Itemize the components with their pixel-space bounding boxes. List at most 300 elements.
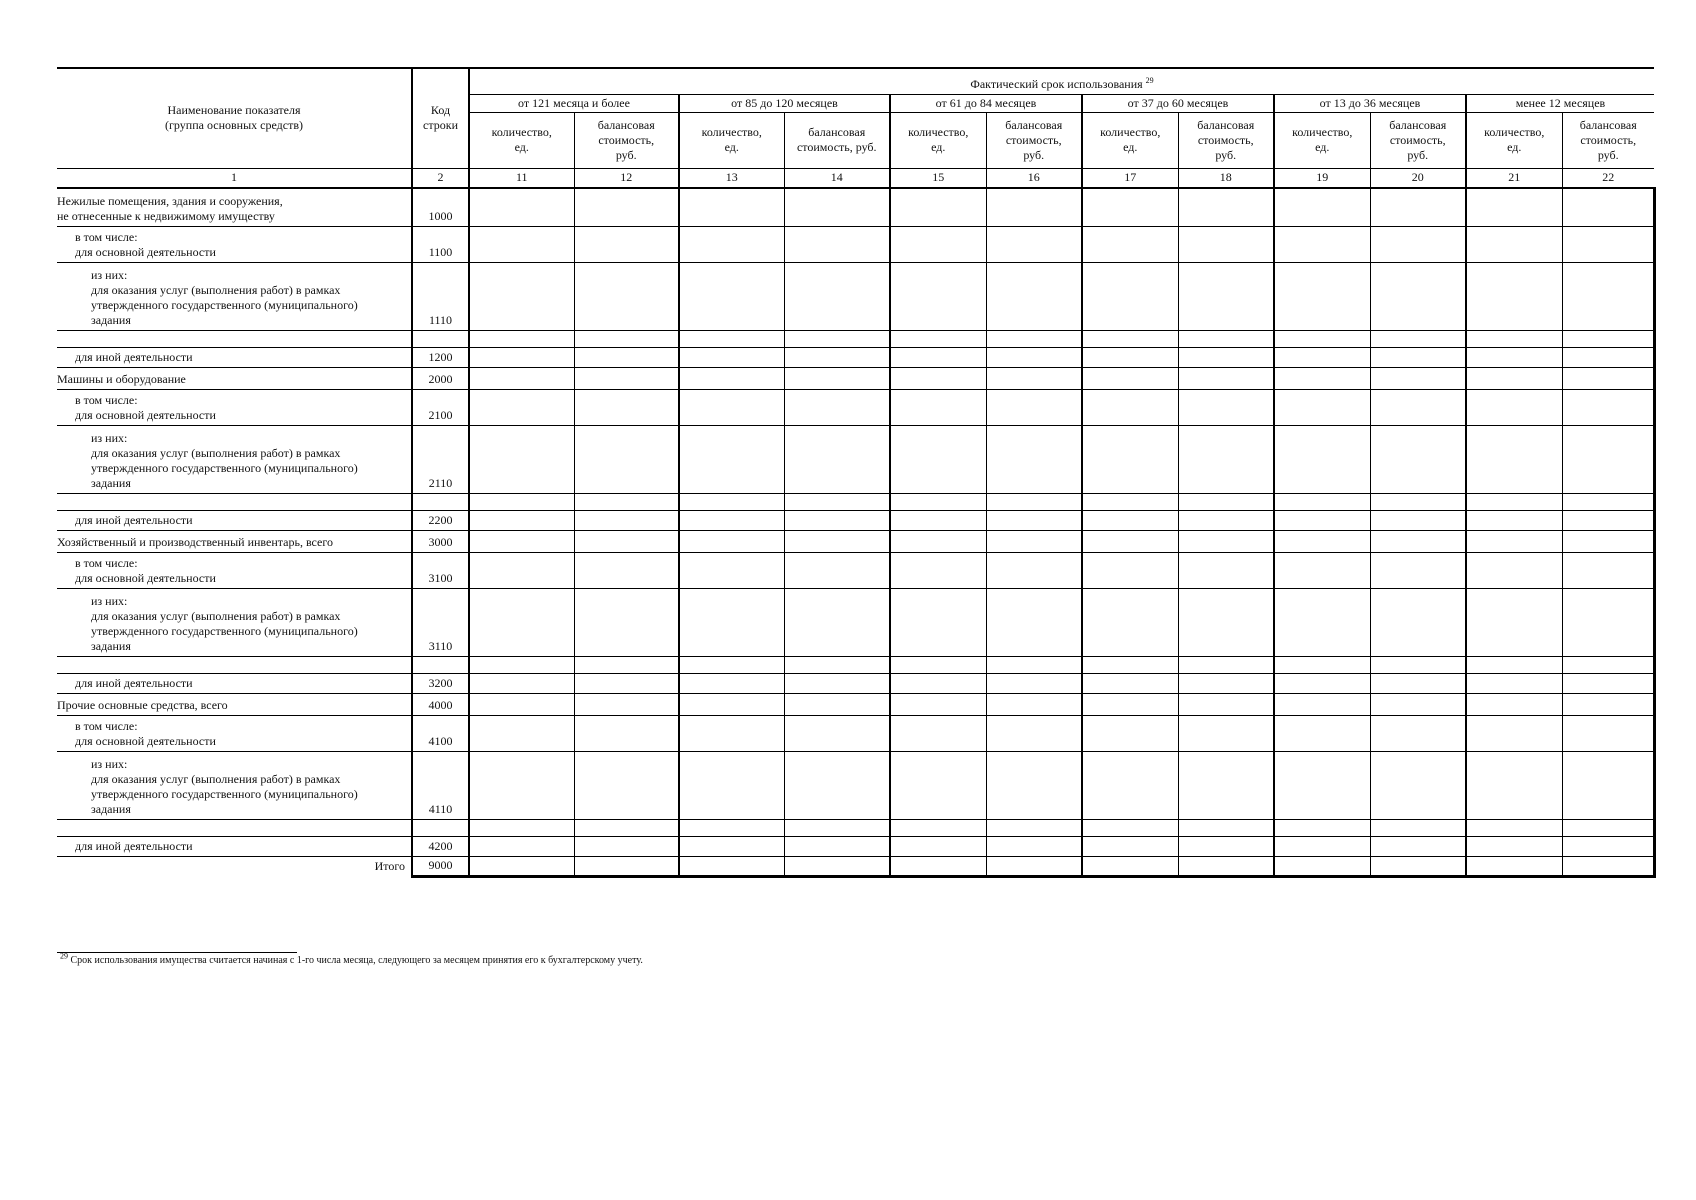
table-row (57, 389, 1654, 425)
quantity-cell[interactable] (469, 262, 574, 330)
balance-value-cell[interactable] (986, 819, 1082, 836)
quantity-cell[interactable] (1274, 389, 1370, 425)
balance-value-cell[interactable] (784, 493, 890, 510)
column-number: 19 (1274, 168, 1370, 188)
table-row (57, 673, 1654, 693)
balance-value-cell[interactable] (1562, 530, 1654, 552)
quantity-cell[interactable] (679, 751, 784, 819)
quantity-cell[interactable] (679, 656, 784, 673)
quantity-cell[interactable] (679, 836, 784, 856)
quantity-cell[interactable] (469, 347, 574, 367)
balance-value-cell[interactable] (1370, 715, 1466, 751)
balance-value-cell[interactable] (784, 836, 890, 856)
quantity-cell[interactable] (1466, 552, 1562, 588)
balance-value-cell[interactable] (1370, 389, 1466, 425)
balance-value-cell[interactable] (1370, 330, 1466, 347)
quantity-cell[interactable] (1274, 510, 1370, 530)
balance-value-cell[interactable] (986, 856, 1082, 876)
balance-value-subheader: балансовая стоимость, руб. (784, 112, 890, 168)
quantity-cell[interactable] (890, 389, 986, 425)
balance-value-cell[interactable] (986, 715, 1082, 751)
balance-value-cell[interactable] (574, 751, 679, 819)
quantity-cell[interactable] (469, 715, 574, 751)
row-code: 2200 (412, 510, 469, 530)
row-code: 2110 (412, 425, 469, 493)
balance-value-subheader: балансовая стоимость, руб. (986, 112, 1082, 168)
balance-value-cell[interactable] (1562, 588, 1654, 656)
balance-value-cell[interactable] (1178, 856, 1274, 876)
quantity-cell[interactable] (890, 836, 986, 856)
balance-value-cell[interactable] (1370, 552, 1466, 588)
table-row (57, 552, 1654, 588)
quantity-cell[interactable] (679, 347, 784, 367)
quantity-cell[interactable] (1466, 330, 1562, 347)
balance-value-cell[interactable] (1370, 856, 1466, 876)
balance-value-cell[interactable] (1562, 510, 1654, 530)
period-group-header: от 121 месяца и более (469, 94, 679, 112)
table-row (57, 819, 1654, 836)
quantity-cell[interactable] (1082, 693, 1178, 715)
quantity-cell[interactable] (679, 425, 784, 493)
balance-value-cell[interactable] (784, 330, 890, 347)
row-code: 2100 (412, 389, 469, 425)
quantity-cell[interactable] (1082, 856, 1178, 876)
balance-value-cell[interactable] (1178, 367, 1274, 389)
balance-value-cell[interactable] (574, 819, 679, 836)
quantity-subheader: количество, ед. (1082, 112, 1178, 168)
quantity-cell[interactable] (890, 693, 986, 715)
quantity-cell[interactable] (890, 262, 986, 330)
table-row (57, 836, 1654, 856)
balance-value-cell[interactable] (1370, 425, 1466, 493)
balance-value-cell[interactable] (1370, 836, 1466, 856)
total-label: Итого (57, 856, 412, 876)
quantity-cell[interactable] (469, 656, 574, 673)
quantity-cell[interactable] (1274, 715, 1370, 751)
balance-value-cell[interactable] (574, 673, 679, 693)
balance-value-cell[interactable] (1178, 751, 1274, 819)
quantity-cell[interactable] (469, 367, 574, 389)
column-number: 12 (574, 168, 679, 188)
quantity-cell[interactable] (1466, 673, 1562, 693)
balance-value-cell[interactable] (784, 367, 890, 389)
balance-value-cell[interactable] (1562, 552, 1654, 588)
quantity-cell[interactable] (469, 856, 574, 876)
quantity-cell[interactable] (469, 493, 574, 510)
balance-value-cell[interactable] (986, 262, 1082, 330)
quantity-cell[interactable] (679, 262, 784, 330)
quantity-cell[interactable] (1466, 262, 1562, 330)
balance-value-cell[interactable] (1178, 715, 1274, 751)
balance-value-cell[interactable] (1178, 389, 1274, 425)
quantity-cell[interactable] (1082, 588, 1178, 656)
balance-value-cell[interactable] (784, 188, 890, 226)
balance-value-cell[interactable] (784, 347, 890, 367)
balance-value-cell[interactable] (784, 656, 890, 673)
quantity-cell[interactable] (679, 188, 784, 226)
quantity-cell[interactable] (1082, 425, 1178, 493)
quantity-cell[interactable] (890, 330, 986, 347)
balance-value-cell[interactable] (986, 330, 1082, 347)
quantity-cell[interactable] (1082, 347, 1178, 367)
quantity-cell[interactable] (1274, 693, 1370, 715)
quantity-cell[interactable] (679, 673, 784, 693)
balance-value-cell[interactable] (574, 588, 679, 656)
balance-value-cell[interactable] (574, 693, 679, 715)
quantity-cell[interactable] (890, 673, 986, 693)
balance-value-cell[interactable] (784, 751, 890, 819)
quantity-cell[interactable] (1082, 188, 1178, 226)
quantity-cell[interactable] (469, 226, 574, 262)
quantity-cell[interactable] (469, 425, 574, 493)
quantity-cell[interactable] (1466, 530, 1562, 552)
balance-value-cell[interactable] (1562, 188, 1654, 226)
table-row (57, 693, 1654, 715)
footnote (60, 951, 643, 966)
balance-value-cell[interactable] (1562, 673, 1654, 693)
quantity-cell[interactable] (890, 510, 986, 530)
balance-value-cell[interactable] (986, 188, 1082, 226)
balance-value-cell[interactable] (1562, 262, 1654, 330)
balance-value-cell[interactable] (1178, 693, 1274, 715)
balance-value-cell[interactable] (1178, 673, 1274, 693)
quantity-cell[interactable] (1082, 493, 1178, 510)
column-number: 22 (1562, 168, 1654, 188)
quantity-cell[interactable] (1466, 751, 1562, 819)
quantity-cell[interactable] (1466, 656, 1562, 673)
balance-value-cell[interactable] (986, 367, 1082, 389)
period-group-header: менее 12 месяцев (1466, 94, 1654, 112)
quantity-cell[interactable] (679, 552, 784, 588)
balance-value-cell[interactable] (784, 262, 890, 330)
row-code: 4110 (412, 751, 469, 819)
quantity-cell[interactable] (1466, 856, 1562, 876)
balance-value-cell[interactable] (1370, 673, 1466, 693)
quantity-cell[interactable] (679, 588, 784, 656)
balance-value-cell[interactable] (1178, 347, 1274, 367)
quantity-cell[interactable] (1466, 347, 1562, 367)
column-number: 21 (1466, 168, 1562, 188)
column-number: 15 (890, 168, 986, 188)
indicator-name (57, 819, 412, 836)
balance-value-cell[interactable] (1370, 188, 1466, 226)
row-code: 1000 (412, 188, 469, 226)
balance-value-cell[interactable] (574, 262, 679, 330)
quantity-cell[interactable] (1274, 751, 1370, 819)
column-numbers-row (57, 168, 1654, 188)
balance-value-cell[interactable] (1370, 588, 1466, 656)
quantity-cell[interactable] (1466, 715, 1562, 751)
balance-value-cell[interactable] (1370, 656, 1466, 673)
balance-value-cell[interactable] (784, 693, 890, 715)
balance-value-cell[interactable] (784, 552, 890, 588)
balance-value-cell[interactable] (784, 673, 890, 693)
balance-value-cell[interactable] (986, 226, 1082, 262)
quantity-cell[interactable] (890, 347, 986, 367)
balance-value-cell[interactable] (574, 856, 679, 876)
quantity-cell[interactable] (1082, 836, 1178, 856)
balance-value-cell[interactable] (784, 530, 890, 552)
balance-value-cell[interactable] (1562, 425, 1654, 493)
balance-value-cell[interactable] (1178, 425, 1274, 493)
quantity-cell[interactable] (1274, 856, 1370, 876)
quantity-cell[interactable] (469, 751, 574, 819)
balance-value-cell[interactable] (1562, 751, 1654, 819)
quantity-cell[interactable] (1082, 389, 1178, 425)
quantity-cell[interactable] (1274, 226, 1370, 262)
balance-value-cell[interactable] (1178, 819, 1274, 836)
quantity-cell[interactable] (1274, 588, 1370, 656)
balance-value-cell[interactable] (1562, 819, 1654, 836)
quantity-cell[interactable] (469, 330, 574, 347)
quantity-cell[interactable] (890, 425, 986, 493)
period-group-header: от 85 до 120 месяцев (679, 94, 890, 112)
balance-value-cell[interactable] (1178, 836, 1274, 856)
quantity-cell[interactable] (1082, 751, 1178, 819)
quantity-cell[interactable] (1082, 367, 1178, 389)
balance-value-cell[interactable] (1562, 367, 1654, 389)
indicator-name: из них: для оказания услуг (выполнения работ) в рамках утвержденного государственного (муниципального) задания (57, 751, 412, 819)
quantity-cell[interactable] (679, 493, 784, 510)
quantity-cell[interactable] (679, 693, 784, 715)
quantity-cell[interactable] (1274, 836, 1370, 856)
quantity-cell[interactable] (679, 856, 784, 876)
balance-value-cell[interactable] (1178, 493, 1274, 510)
quantity-cell[interactable] (1274, 330, 1370, 347)
quantity-cell[interactable] (469, 819, 574, 836)
balance-value-cell[interactable] (1370, 510, 1466, 530)
balance-value-cell[interactable] (1562, 856, 1654, 876)
balance-value-cell[interactable] (574, 347, 679, 367)
balance-value-cell[interactable] (986, 588, 1082, 656)
quantity-cell[interactable] (679, 226, 784, 262)
balance-value-cell[interactable] (574, 510, 679, 530)
quantity-cell[interactable] (679, 389, 784, 425)
table-row (57, 188, 1654, 226)
quantity-cell[interactable] (1466, 693, 1562, 715)
quantity-cell[interactable] (1082, 530, 1178, 552)
quantity-cell[interactable] (890, 656, 986, 673)
table-row (57, 262, 1654, 330)
balance-value-cell[interactable] (1562, 226, 1654, 262)
balance-value-cell[interactable] (1562, 693, 1654, 715)
quantity-cell[interactable] (1082, 552, 1178, 588)
quantity-cell[interactable] (1466, 836, 1562, 856)
balance-value-cell[interactable] (574, 389, 679, 425)
balance-value-cell[interactable] (986, 347, 1082, 367)
balance-value-cell[interactable] (1370, 262, 1466, 330)
footnote-ref: 29 (1145, 75, 1154, 85)
balance-value-cell[interactable] (1370, 347, 1466, 367)
quantity-subheader: количество, ед. (1466, 112, 1562, 168)
balance-value-subheader: балансовая стоимость, руб. (1370, 112, 1466, 168)
quantity-cell[interactable] (679, 530, 784, 552)
balance-value-cell[interactable] (574, 552, 679, 588)
balance-value-cell[interactable] (784, 389, 890, 425)
balance-value-cell[interactable] (1562, 347, 1654, 367)
balance-value-cell[interactable] (986, 510, 1082, 530)
row-code: 4000 (412, 693, 469, 715)
quantity-cell[interactable] (1082, 819, 1178, 836)
indicator-name: Машины и оборудование (57, 367, 412, 389)
quantity-cell[interactable] (890, 751, 986, 819)
balance-value-cell[interactable] (986, 425, 1082, 493)
balance-value-cell[interactable] (1370, 493, 1466, 510)
quantity-cell[interactable] (1274, 552, 1370, 588)
quantity-cell[interactable] (1274, 493, 1370, 510)
balance-value-cell[interactable] (574, 715, 679, 751)
balance-value-cell[interactable] (574, 836, 679, 856)
quantity-cell[interactable] (679, 330, 784, 347)
row-code: 2000 (412, 367, 469, 389)
balance-value-cell[interactable] (1178, 188, 1274, 226)
balance-value-cell[interactable] (1178, 330, 1274, 347)
balance-value-cell[interactable] (784, 425, 890, 493)
quantity-cell[interactable] (1274, 656, 1370, 673)
balance-value-cell[interactable] (986, 389, 1082, 425)
balance-value-cell[interactable] (574, 493, 679, 510)
column-number: 20 (1370, 168, 1466, 188)
quantity-cell[interactable] (1466, 588, 1562, 656)
quantity-cell[interactable] (1466, 493, 1562, 510)
balance-value-cell[interactable] (784, 510, 890, 530)
balance-value-cell[interactable] (986, 836, 1082, 856)
quantity-cell[interactable] (1466, 389, 1562, 425)
balance-value-cell[interactable] (1178, 552, 1274, 588)
quantity-cell[interactable] (679, 510, 784, 530)
quantity-cell[interactable] (1274, 262, 1370, 330)
balance-value-cell[interactable] (784, 226, 890, 262)
balance-value-cell[interactable] (1370, 530, 1466, 552)
quantity-cell[interactable] (1082, 656, 1178, 673)
balance-value-cell[interactable] (784, 819, 890, 836)
balance-value-cell[interactable] (1562, 330, 1654, 347)
balance-value-cell[interactable] (1370, 226, 1466, 262)
balance-value-cell[interactable] (986, 751, 1082, 819)
balance-value-cell[interactable] (986, 673, 1082, 693)
table-row (57, 330, 1654, 347)
quantity-cell[interactable] (679, 715, 784, 751)
quantity-cell[interactable] (1274, 188, 1370, 226)
balance-value-cell[interactable] (1370, 819, 1466, 836)
row-code (412, 493, 469, 510)
balance-value-cell[interactable] (574, 188, 679, 226)
quantity-cell[interactable] (1274, 367, 1370, 389)
quantity-cell[interactable] (679, 367, 784, 389)
quantity-cell[interactable] (1274, 347, 1370, 367)
balance-value-cell[interactable] (1178, 262, 1274, 330)
quantity-cell[interactable] (1466, 510, 1562, 530)
quantity-cell[interactable] (1274, 530, 1370, 552)
balance-value-cell[interactable] (574, 656, 679, 673)
quantity-cell[interactable] (469, 588, 574, 656)
balance-value-cell[interactable] (574, 226, 679, 262)
balance-value-cell[interactable] (574, 530, 679, 552)
balance-value-cell[interactable] (1370, 693, 1466, 715)
quantity-cell[interactable] (890, 715, 986, 751)
row-code (412, 819, 469, 836)
balance-value-cell[interactable] (574, 425, 679, 493)
indicator-name: для иной деятельности (57, 347, 412, 367)
row-code: 1200 (412, 347, 469, 367)
quantity-cell[interactable] (1466, 425, 1562, 493)
quantity-cell[interactable] (469, 673, 574, 693)
quantity-cell[interactable] (890, 226, 986, 262)
table-row (57, 493, 1654, 510)
quantity-cell[interactable] (469, 510, 574, 530)
balance-value-cell[interactable] (1562, 715, 1654, 751)
quantity-cell[interactable] (1466, 367, 1562, 389)
quantity-cell[interactable] (469, 552, 574, 588)
balance-value-cell[interactable] (986, 493, 1082, 510)
quantity-cell[interactable] (890, 588, 986, 656)
quantity-cell[interactable] (890, 552, 986, 588)
balance-value-cell[interactable] (1562, 836, 1654, 856)
table-row (57, 425, 1654, 493)
quantity-cell[interactable] (1274, 819, 1370, 836)
balance-value-cell[interactable] (986, 552, 1082, 588)
balance-value-cell[interactable] (1178, 656, 1274, 673)
period-group-header: от 61 до 84 месяцев (890, 94, 1082, 112)
balance-value-cell[interactable] (986, 656, 1082, 673)
quantity-cell[interactable] (1466, 188, 1562, 226)
balance-value-cell[interactable] (1370, 367, 1466, 389)
indicator-name (57, 330, 412, 347)
balance-value-cell[interactable] (784, 856, 890, 876)
quantity-cell[interactable] (469, 389, 574, 425)
balance-value-cell[interactable] (1178, 510, 1274, 530)
table-row (57, 367, 1654, 389)
balance-value-cell[interactable] (1370, 751, 1466, 819)
quantity-cell[interactable] (1082, 226, 1178, 262)
quantity-cell[interactable] (469, 530, 574, 552)
quantity-cell[interactable] (890, 856, 986, 876)
quantity-cell[interactable] (1082, 330, 1178, 347)
quantity-cell[interactable] (1082, 510, 1178, 530)
quantity-cell[interactable] (1274, 425, 1370, 493)
quantity-cell[interactable] (890, 188, 986, 226)
balance-value-cell[interactable] (784, 715, 890, 751)
quantity-cell[interactable] (1082, 262, 1178, 330)
balance-value-cell[interactable] (1178, 226, 1274, 262)
quantity-cell[interactable] (890, 367, 986, 389)
quantity-cell[interactable] (1466, 819, 1562, 836)
quantity-cell[interactable] (890, 819, 986, 836)
quantity-cell[interactable] (1082, 715, 1178, 751)
balance-value-cell[interactable] (574, 367, 679, 389)
balance-value-cell[interactable] (1178, 588, 1274, 656)
row-code: 1100 (412, 226, 469, 262)
balance-value-cell[interactable] (1178, 530, 1274, 552)
balance-value-cell[interactable] (986, 693, 1082, 715)
quantity-cell[interactable] (1082, 673, 1178, 693)
quantity-cell[interactable] (890, 493, 986, 510)
quantity-cell[interactable] (469, 836, 574, 856)
quantity-cell[interactable] (469, 188, 574, 226)
balance-value-cell[interactable] (784, 588, 890, 656)
quantity-cell[interactable] (1274, 673, 1370, 693)
balance-value-cell[interactable] (1562, 389, 1654, 425)
balance-value-cell[interactable] (1562, 493, 1654, 510)
balance-value-cell[interactable] (574, 330, 679, 347)
quantity-cell[interactable] (679, 819, 784, 836)
quantity-cell[interactable] (1466, 226, 1562, 262)
balance-value-cell[interactable] (986, 530, 1082, 552)
quantity-cell[interactable] (890, 530, 986, 552)
balance-value-cell[interactable] (1562, 656, 1654, 673)
quantity-cell[interactable] (469, 693, 574, 715)
column-number: 14 (784, 168, 890, 188)
